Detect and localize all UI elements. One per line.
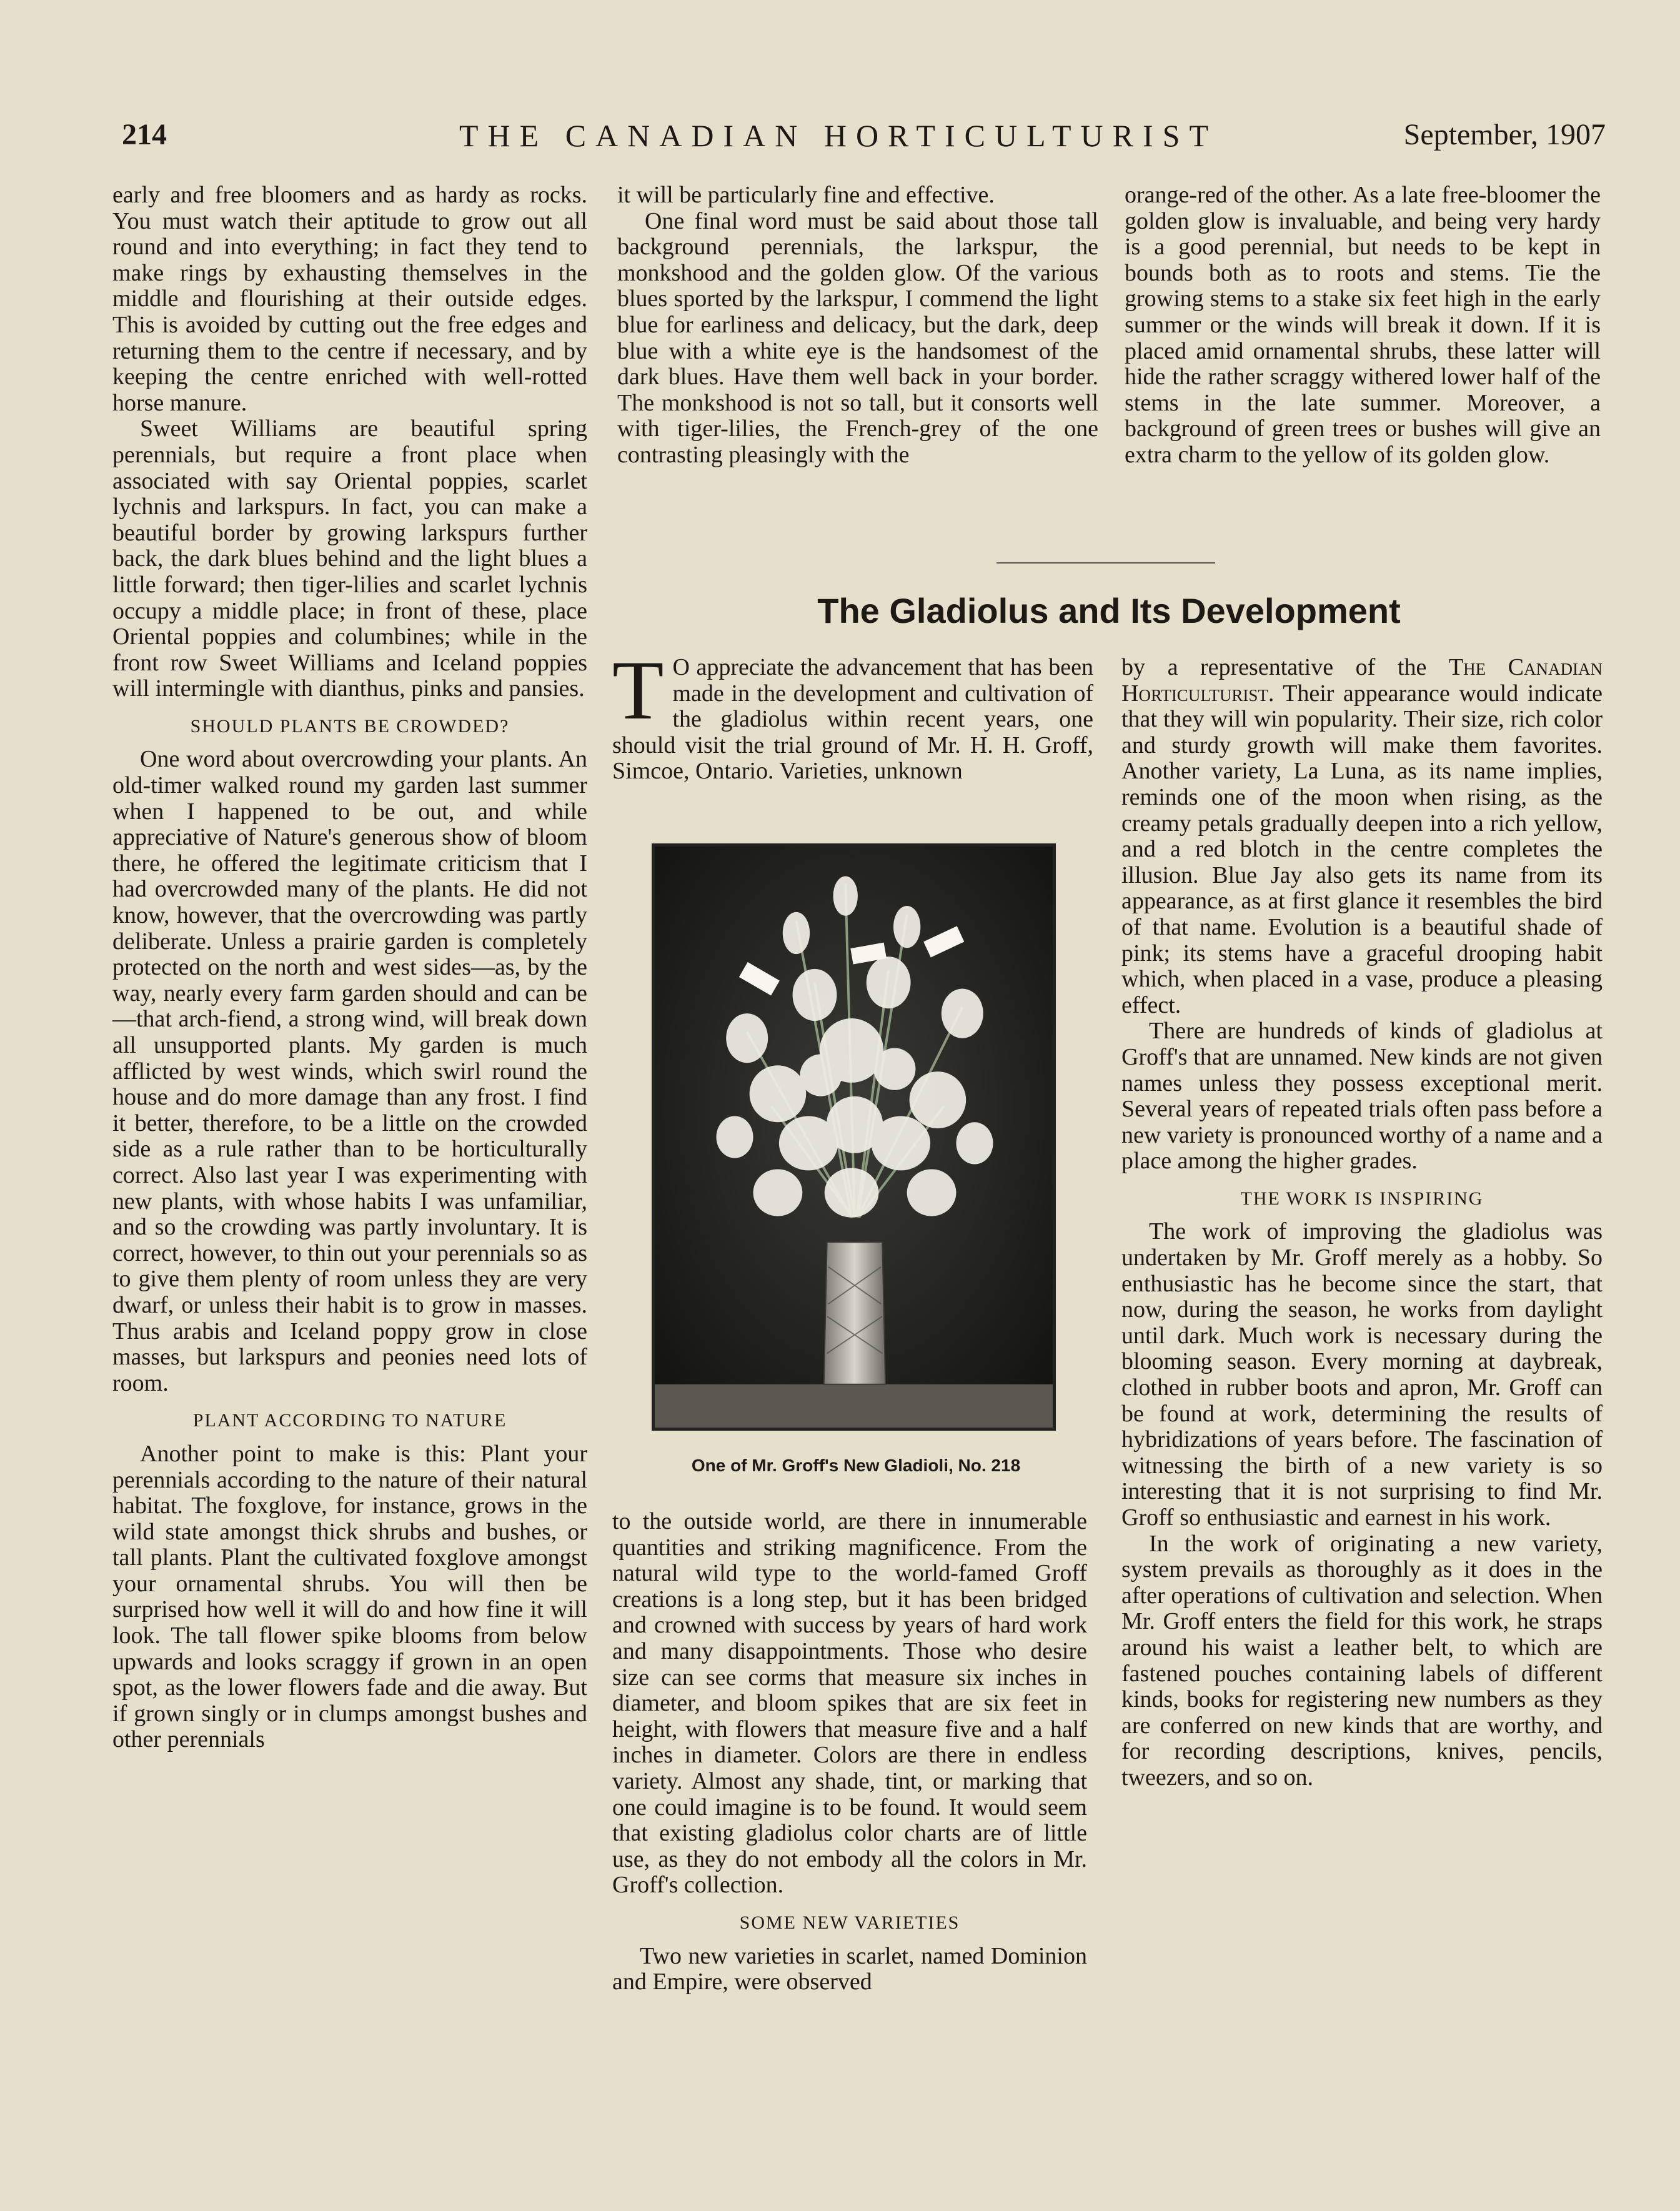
gladiolus-photo	[652, 843, 1056, 1431]
column-1	[112, 182, 587, 1753]
page-header	[122, 117, 1606, 161]
paragraph: The work of improving the gladiolus was undertaken by Mr. Groff merely as a hobby. So enthusiastic has he become since the start, that now, during the season, he works from daylight until dark. Much work is necessary during the blooming season. Every morning at daybreak, clothed in rubber boots and apron, Mr. Groff can be found at work, determining the results of hybridizations of years before. The fascination of witnessing the birth of a new variety is so interesting that it is not surprising to find Mr. Groff so enthusiastic and earnest in his work.	[1121, 1218, 1603, 1531]
paragraph	[612, 644, 1093, 785]
text-run: by a representative of the	[1121, 654, 1427, 680]
article-column-3	[1121, 655, 1603, 1791]
article-intro	[612, 644, 1093, 785]
column-3-top	[1125, 182, 1601, 469]
issue-date: September, 1907	[1403, 118, 1606, 151]
paragraph: In the work of originating a new variety, system prevails as thoroughly as it does in the after operations of cultivation and selection. When Mr. Groff enters the field for this work, he straps around his waist a leather belt, to which are fastened pouches containing labels of different kinds, books for registering new numbers as they are conferred on new kinds that are worthy, and for recording descriptions, knives, pencils, tweezers, and so on.	[1121, 1530, 1603, 1791]
paragraph: it will be particularly fine and effective.	[617, 182, 995, 208]
subheading: SHOULD PLANTS BE CROWDED?	[190, 715, 510, 737]
paragraph: early and free bloomers and as hardy as rocks. You must watch their aptitude to grow out all round and into everything; in fact they tend to make rings by exhausting themselves in the middle and flourishing at their outside edges. This is avoided by cutting out the free edges and returning them to the centre if necessary, and by keeping the centre enriched with well-rotted horse manure.	[112, 182, 587, 416]
paragraph: orange-red of the other. As a late free-bloomer the golden glow is invaluable, and being very hardy is a good perennial, but needs to be kept in bounds both as to roots and stems. Tie the growing stems to a stake six feet high in the early summer or the winds will break it down. If it is placed amid ornamental shrubs, these latter will hide the rather scraggy withered lower half of the stems in the late summer. Moreover, a background of green trees or bushes will give an extra charm to the yellow of its golden glow.	[1125, 182, 1601, 468]
paragraph: Another point to make is this: Plant your perennials according to the nature of their natural habitat. The foxglove, for instance, grows in the wild state amongst thick shrubs and bushes, or tall plants. Plant the cultivated foxglove amongst your ornamental shrubs. You will then be surprised how well it will do and how fine it will look. The tall flower spike blooms from below upwards and looks scraggy if grown in an open spot, as the lower flowers fade and die away. But if grown singly or in clumps amongst bushes and other perennials	[112, 1440, 587, 1753]
gladiolus-vase-illustration	[655, 847, 1053, 1428]
paragraph: One word about overcrowding your plants. An old-timer walked round my garden last summer when I happened to be out, and while appreciative of Nature's generous show of bloom there, he offered the legitimate criticism that I had overcrowded many of the plants. He did not know, however, that the overcrowding was partly deliberate. Unless a prairie garden is completely protected on the north and west sides—as, by the way, nearly every farm garden should and can be—that arch-fiend, a strong wind, will break down all unsupported plants. My garden is much afflicted by west winds, which swirl round the house and do more damage than any frost. I find it better, therefore, to be a little on the crowded side as a rule rather than to be horticulturally correct. Also last year I was experimenting with new plants, with whose habits I was unfamiliar, and so the crowding was partly involuntary. It is correct, however, to thin out your perennials so as to give them plenty of room unless they are very dwarf, or unless their habit is to grow in masses. Thus arabis and Iceland poppy grow in close masses, but larkspurs and peonies need lots of room.	[112, 746, 587, 1396]
subheading: SOME NEW VARIETIES	[739, 1912, 960, 1933]
column-2-top	[617, 182, 1098, 469]
paragraph	[1121, 655, 1603, 1018]
drop-cap: T	[612, 644, 664, 737]
text-run: . Their appearance would indicate that they will win popularity. Their size, rich color and sturdy growth will make them favorites. Another variety, La Luna, as its name implies, reminds one of the moon when rising, as the creamy petals gradually deepen into a rich yellow, and a red blotch in the centre completes the illusion. Blue Jay also gets its name from its appearance, as at first glance it resembles the bird of that name. Evolution is a beautiful shade of pink; its stems have a graceful drooping habit which, when placed in a vase, produce a pleasing effect.	[1121, 680, 1603, 1018]
page-number: 214	[122, 118, 167, 151]
paragraph: There are hundreds of kinds of gladiolus at Groff's that are unnamed. New kinds are not given names unless they possess exceptional merit. Several years of repeated trials often pass before a new variety is pronounced worthy of a name and a place among the higher grades.	[1121, 1018, 1603, 1175]
section-divider	[997, 562, 1215, 564]
intro-text: O appreciate the advancement that has been made in the development and cultivation of the gladiolus within recent years, one should visit the trial ground of Mr. H. H. Groff, Simcoe, Ontario. Varieties, unknown	[612, 654, 1093, 785]
subheading: PLANT ACCORDING TO NATURE	[192, 1410, 507, 1431]
article-column-2	[612, 1509, 1087, 1995]
article-title: The Gladiolus and Its Development	[817, 591, 1401, 630]
subheading: THE WORK IS INSPIRING	[1240, 1188, 1484, 1209]
photo-caption: One of Mr. Groff's New Gladioli, No. 218	[691, 1456, 1021, 1475]
paragraph: Sweet Williams are beautiful spring perennials, but require a front place when associated with say Oriental poppies, scarlet lychnis and larkspurs. In fact, you can make a beautiful border by growing larkspurs further back, the dark blues behind and the light blues a little forward; then tiger-lilies and scarlet lychnis occupy a middle place; in front of these, place Oriental poppies and columbines; while in the front row Sweet Williams and Iceland poppies will intermingle with dianthus, pinks and pansies.	[112, 415, 587, 702]
paragraph: One final word must be said about those tall background perennials, the larkspur, the monkshood and the golden glow. Of the various blues sported by the larkspur, I commend the light blue for earliness and delicacy, but the dark, deep blue with a white eye is the handsomest of the dark blues. Have them well back in your border. The monkshood is not so tall, but it consorts well with tiger-lilies, the French-grey of the one contrasting pleasingly with the	[617, 207, 1098, 468]
publication-title: THE CANADIAN HORTICULTURIST	[459, 118, 1218, 153]
paragraph: to the outside world, are there in innumerable quantities and striking magnificence. From the natural wild type to the world-famed Groff creations is a long step, but it has been bridged and crowned with success by years of hard work and many disappointments. Those who desire size can see corms that measure six inches in diameter, and bloom spikes that are six feet in height, with flowers that measure five and a half inches in diameter. Colors are there in endless variety. Almost any shade, tint, or marking that one could imagine is to be found. It would seem that existing gladiolus color charts are of little use, as they do not embody all the colors in Mr. Groff's collection.	[612, 1508, 1087, 1899]
paragraph: Two new varieties in scarlet, named Dominion and Empire, were observed	[612, 1942, 1087, 1995]
publication-reference: The Canadian Horticulturist	[1121, 654, 1603, 707]
